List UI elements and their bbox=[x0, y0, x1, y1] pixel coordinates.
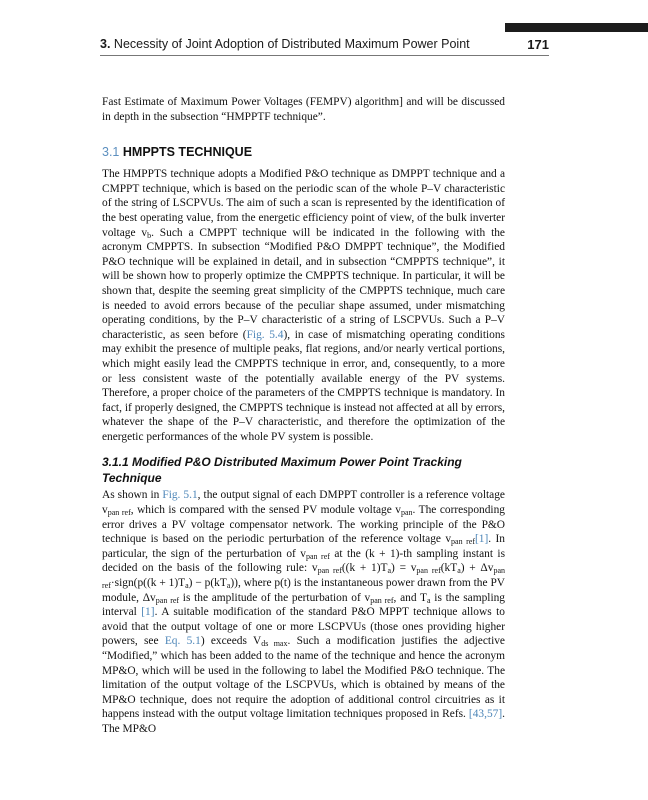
subscript: pan ref bbox=[370, 595, 394, 605]
subscript: a bbox=[185, 581, 189, 591]
running-header bbox=[100, 37, 549, 55]
subscript: pan ref bbox=[451, 537, 475, 547]
text-run: (kT bbox=[440, 562, 458, 575]
text-run: As shown in bbox=[102, 489, 163, 502]
subscript: a bbox=[387, 566, 392, 576]
text-run: is the sampling interval bbox=[102, 591, 506, 619]
text-run: ) + Δv bbox=[460, 562, 494, 575]
figure-link-5-4[interactable]: Fig. 5.4 bbox=[246, 328, 284, 341]
text-run: . Such a modification justifies the adjective “Modified,” which has been added to the name of the technique and hence the acronym MP&O, which will be used in the following to label the Modified P&O technique. The limitation of the output voltage of the LSCPVUs, which is obtained by means of the MP&O technique, does not require the adoption of additional control circuitries as it happens instead with the output voltage limitation techniques proposed in Refs. bbox=[102, 635, 505, 721]
header-bar-decoration bbox=[505, 23, 648, 32]
text-run: , which is compared with the sensed PV module voltage v bbox=[130, 504, 401, 517]
text-run: ·sign(p((k + 1)T bbox=[110, 577, 186, 590]
text-run: )), where p(t) is the instantaneous power drawn from the PV module, Δv bbox=[102, 577, 505, 604]
text-run: . The corresponding error drives a PV voltage compensator network. The working principle of the P&O technique is based on the periodic perturbation of the reference voltage v bbox=[102, 504, 505, 546]
figure-link-5-1[interactable]: Fig. 5.1 bbox=[162, 489, 198, 502]
header-rule bbox=[100, 55, 549, 56]
reference-link-1[interactable]: [1] bbox=[475, 533, 489, 546]
subsection-paragraph bbox=[102, 488, 505, 736]
text-run: ) exceeds V bbox=[200, 635, 262, 648]
subscript: pan ref bbox=[317, 566, 342, 576]
page-body bbox=[102, 95, 505, 737]
reference-link-43-57[interactable]: [43,57] bbox=[468, 708, 503, 721]
chapter-number: 3. bbox=[100, 37, 111, 51]
subscript: pan ref bbox=[155, 595, 180, 605]
intro-paragraph: Fast Estimate of Maximum Power Voltages (FEMPV) algorithm] and will be discussed in depth in the subsection “HMPPTF technique”. bbox=[102, 96, 505, 123]
subscript: ds max bbox=[261, 639, 288, 649]
text-run: , and T bbox=[393, 591, 427, 604]
text-run: ((k + 1)T bbox=[341, 562, 388, 575]
equation-link-5-1[interactable]: Eq. 5.1 bbox=[164, 635, 201, 648]
text-run: ), in case of mismatching operating conditions may exhibit the presence of multiple peaks, flat regions, and/or nearly vertical portions, which might easily lead the CMPPTS technique in error, and, consequently, to a more or less consistent waste of the potentially available energy of the PV systems. Therefore, a proper choice of the parameters of the CMPPTS technique is mandatory. In fact, if properly designed, the CMPPTS technique is instead not affected at all by errors, whatever the shape of the P–V characteristic, and therefore the optimization of the energetic performances of the whole PV system is possible. bbox=[102, 328, 505, 443]
text-run: The HMPPTS technique adopts a Modified P&O technique as DMPPT technique and a CMPPT technique, which is based on the periodic scan of the whole P–V characteristic of the string of LSCPVUs. The aim of such a scan is represented by the identification of the best operating value, from the energetic efficiency point of view, of the bulk inverter voltage v bbox=[102, 168, 505, 239]
subscript: a bbox=[226, 581, 231, 591]
subscript: a bbox=[427, 595, 431, 605]
text-run: is the amplitude of the perturbation of v bbox=[179, 591, 371, 604]
section-title: HMPPTS TECHNIQUE bbox=[122, 145, 253, 160]
subsection-title: Modified P&O Distributed Maximum Power Point Tracking Technique bbox=[102, 455, 462, 486]
subsection-heading bbox=[102, 454, 505, 486]
running-header-chapter bbox=[100, 37, 470, 51]
text-run: . The MP&O bbox=[102, 708, 505, 735]
subscript: a bbox=[457, 566, 461, 576]
reference-link-1[interactable]: [1] bbox=[141, 606, 155, 619]
text-run: , the output signal of each DMPPT controller is a reference voltage v bbox=[102, 489, 505, 517]
subscript: pan bbox=[400, 508, 413, 518]
text-run: . Such a CMPPT technique will be indicated in the following with the acronym CMPPTS. In subsection “Modified P&O DMPPT technique”, the Modified P&O technique will be explained in detail, and in subsection “CMPPTS technique”, it will be shown how to properly optimize the CMPPTS technique. In particular, it will be shown that, despite the seeming great simplicity of the CMPPTS technique, much care is needed to avoid errors because of the peculiar shape assumed, under mismatching operating conditions, by the P–V characteristic of a string of LSCPVUs. Such a P–V characteristic, as seen before ( bbox=[102, 226, 505, 341]
text-run: ) − p(kT bbox=[188, 577, 227, 590]
section-number: 3.1 bbox=[102, 145, 120, 160]
page-number: 171 bbox=[527, 37, 549, 52]
subscript: pan ref bbox=[102, 566, 505, 591]
subsection-number: 3.1.1 bbox=[102, 455, 129, 470]
chapter-title: Necessity of Joint Adoption of Distributed Maximum Power Point bbox=[113, 37, 470, 51]
text-run: . In particular, the sign of the perturbation of v bbox=[102, 533, 505, 560]
text-run: at the (k + 1)-th sampling instant is decided on the basis of the following rule: v bbox=[102, 547, 506, 575]
text-run: ) = v bbox=[391, 562, 417, 575]
subscript: pan ref bbox=[416, 566, 441, 576]
subscript: pan ref bbox=[305, 551, 330, 561]
subscript: b bbox=[147, 230, 152, 240]
text-run: . A suitable modification of the standard P&O MPPT technique allows to avoid that the output voltage of one or more LSCPVUs (those ones providing higher powers, see bbox=[102, 606, 505, 648]
section-paragraph bbox=[102, 167, 505, 444]
subscript: pan ref bbox=[107, 508, 131, 518]
section-heading bbox=[102, 144, 505, 160]
